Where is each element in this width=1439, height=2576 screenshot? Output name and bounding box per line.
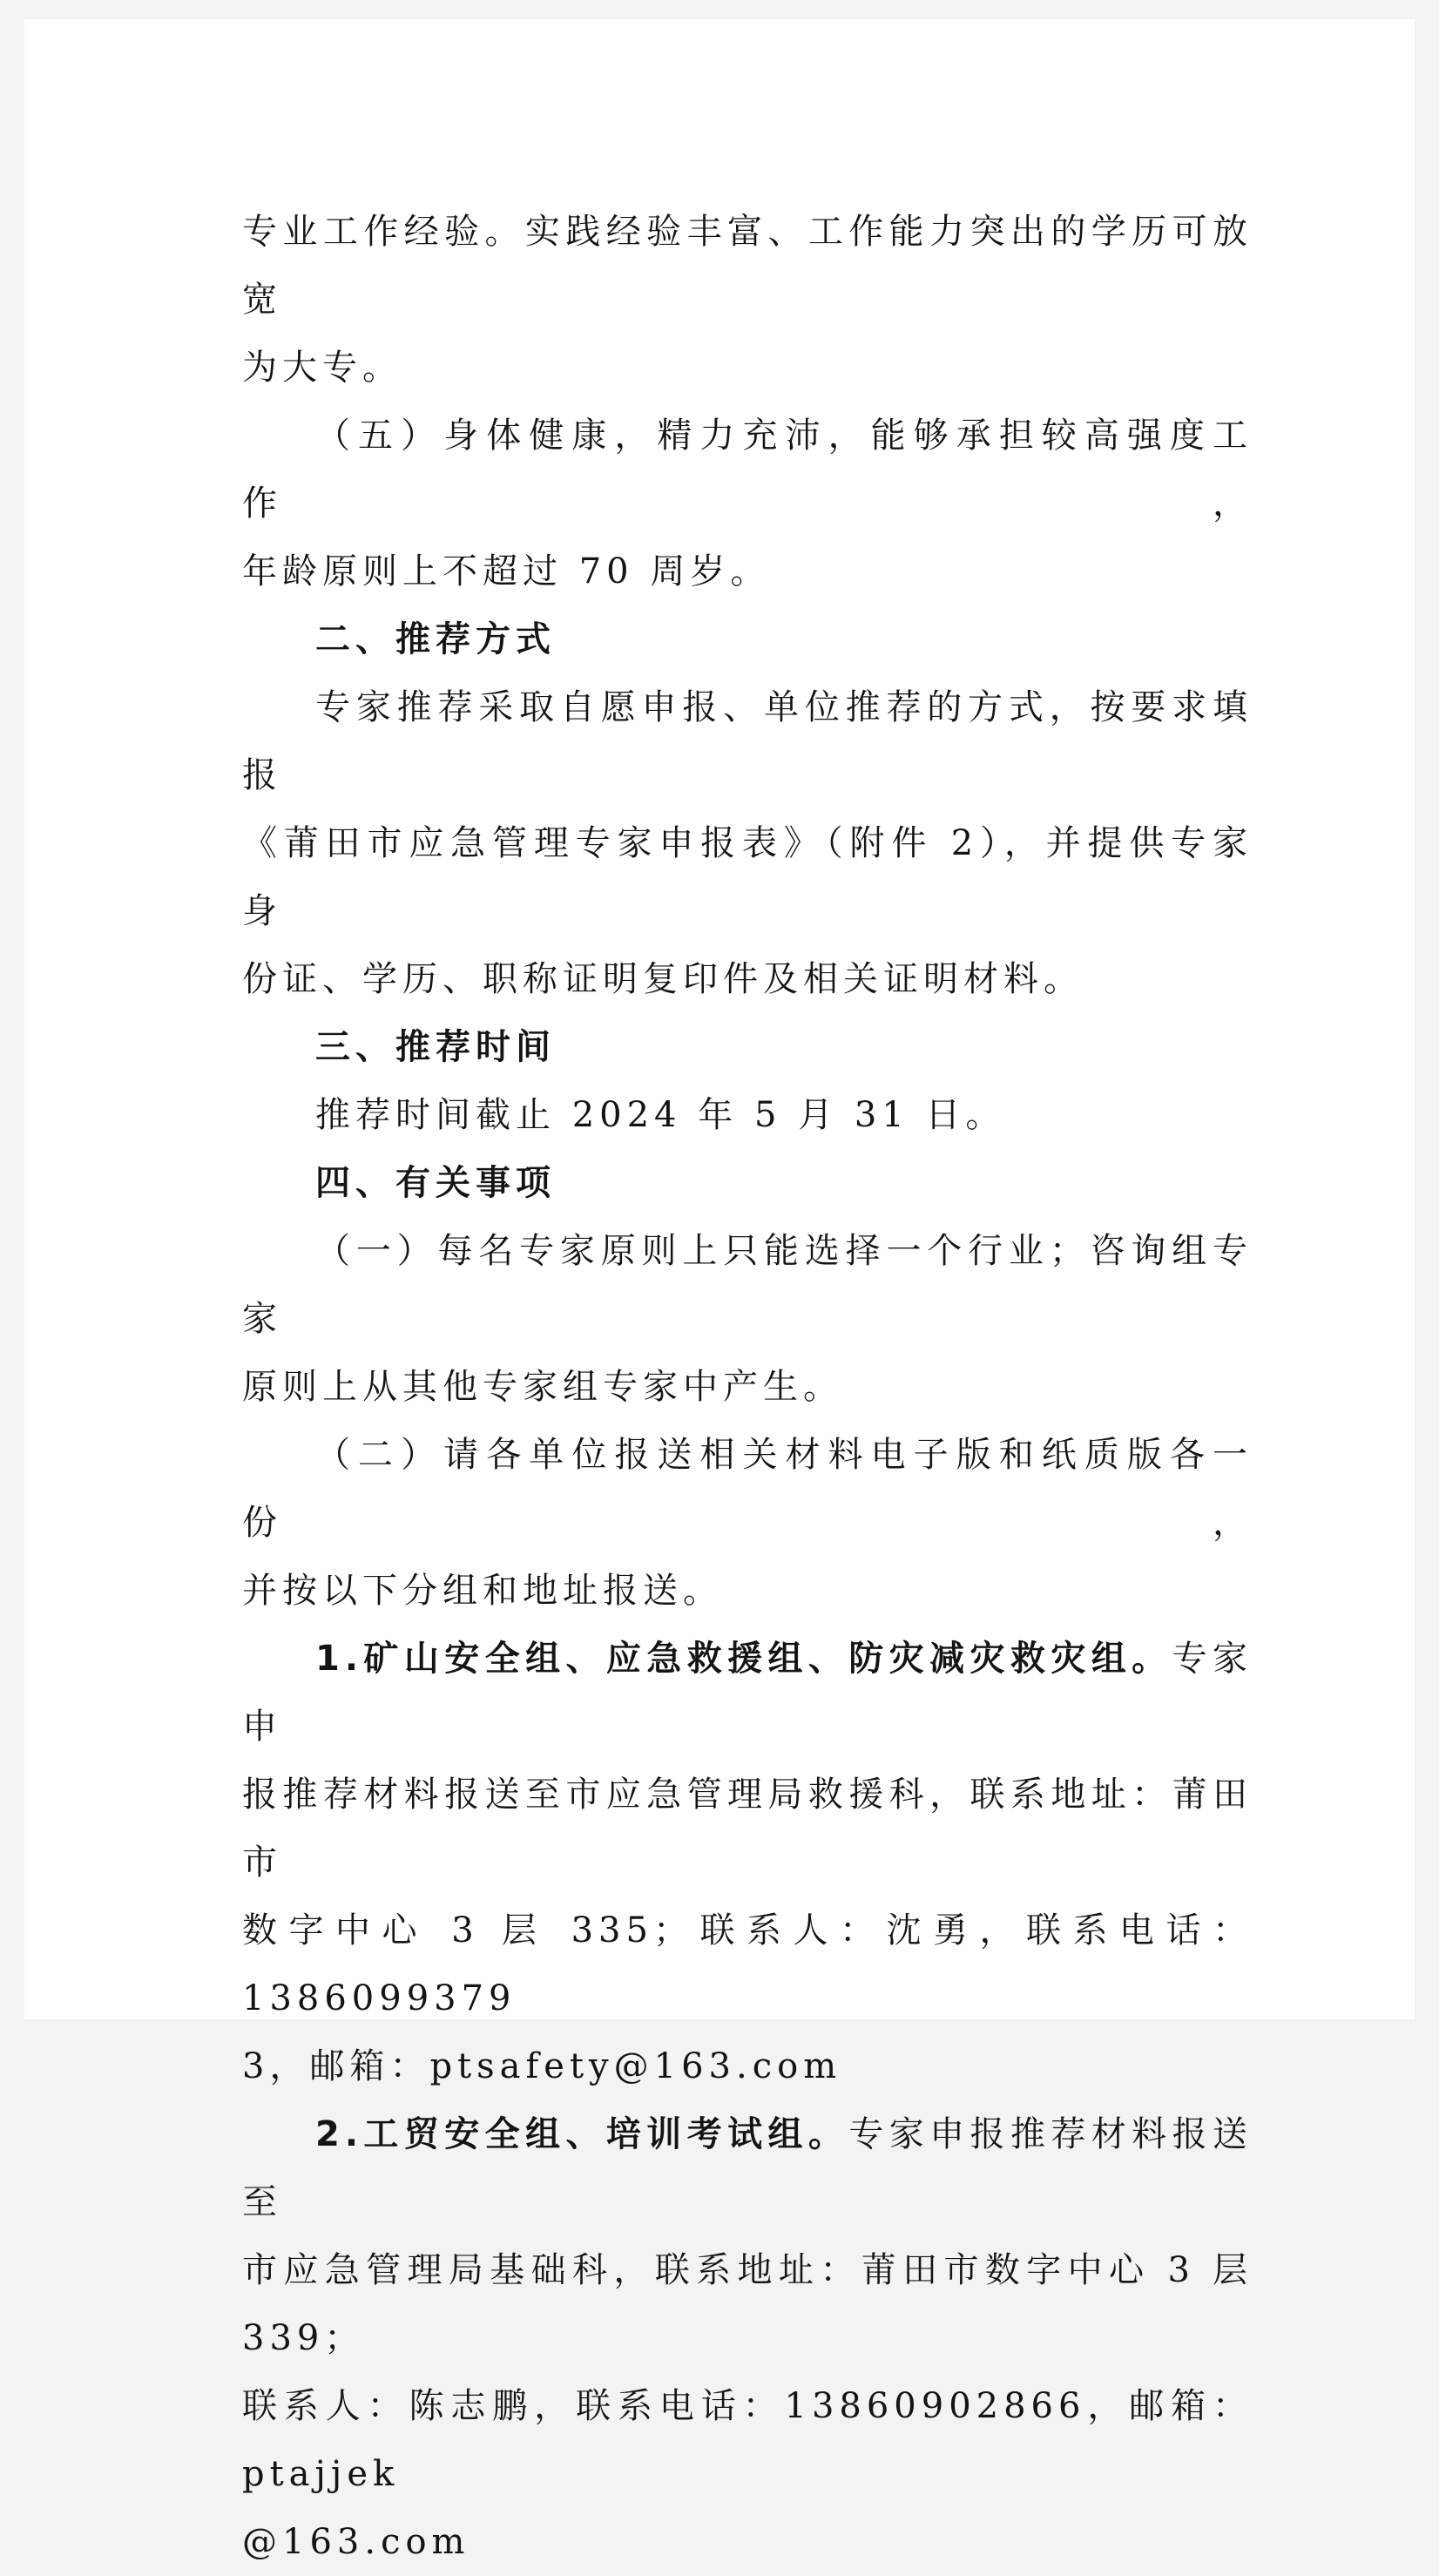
text-line: @163.com (242, 2522, 470, 2562)
text-line: 专业工作经验。实践经验丰富、工作能力突出的学历可放宽 (242, 212, 1253, 320)
text-line: 3，邮箱：ptsafety@163.com (242, 2046, 842, 2086)
text-line: 并按以下分组和地址报送。 (242, 1571, 723, 1611)
section-heading-recommend-time: 三、推荐时间 (315, 1027, 556, 1067)
text-line: （五）身体健康，精力充沛，能够承担较高强度工作， (242, 416, 1253, 524)
group-title-industry-safety: 2.工贸安全组、培训考试组。 (315, 2114, 849, 2154)
section-heading-recommend-method: 二、推荐方式 (315, 619, 556, 659)
text-fragment: 专家申 (242, 1639, 1253, 1747)
document-body (242, 198, 1253, 2576)
text-line: 报推荐材料报送至市应急管理局救援科，联系地址：莆田市 (242, 1775, 1253, 1883)
text-fragment: 专家申报推荐材料报送至 (242, 2114, 1253, 2222)
text-line: 原则上从其他专家组专家中产生。 (242, 1367, 843, 1407)
text-line: （二）请各单位报送相关材料电子版和纸质版各一份， (242, 1435, 1253, 1543)
text-line: 专家推荐采取自愿申报、单位推荐的方式，按要求填报 (242, 687, 1253, 795)
text-line: 市应急管理局基础科，联系地址：莆田市数字中心 3 层 339； (242, 2250, 1253, 2358)
text-line (242, 2100, 1253, 2236)
text-line: 数字中心 3 层 335；联系人：沈勇，联系电话：1386099379 (242, 1910, 1253, 2018)
text-line: 联系人：陈志鹏，联系电话：13860902866，邮箱：ptajjek (242, 2386, 1253, 2494)
document-page (24, 19, 1415, 2562)
text-line: 为大专。 (242, 348, 402, 388)
group-title-mine-safety: 1.矿山安全组、应急救援组、防灾减灾救灾组。 (315, 1639, 1172, 1679)
section-heading-related-matters: 四、有关事项 (315, 1163, 556, 1203)
text-line: 年龄原则上不超过 70 周岁。 (242, 551, 771, 592)
text-line: 《莆田市应急管理专家申报表》（附件 2），并提供专家身 (242, 823, 1253, 931)
text-line (242, 1625, 1253, 1761)
text-line: 推荐时间截止 2024 年 5 月 31 日。 (315, 1095, 1006, 1135)
text-line: （一）每名专家原则上只能选择一个行业；咨询组专家 (242, 1231, 1253, 1339)
text-line: 份证、学历、职称证明复印件及相关证明材料。 (242, 959, 1084, 999)
